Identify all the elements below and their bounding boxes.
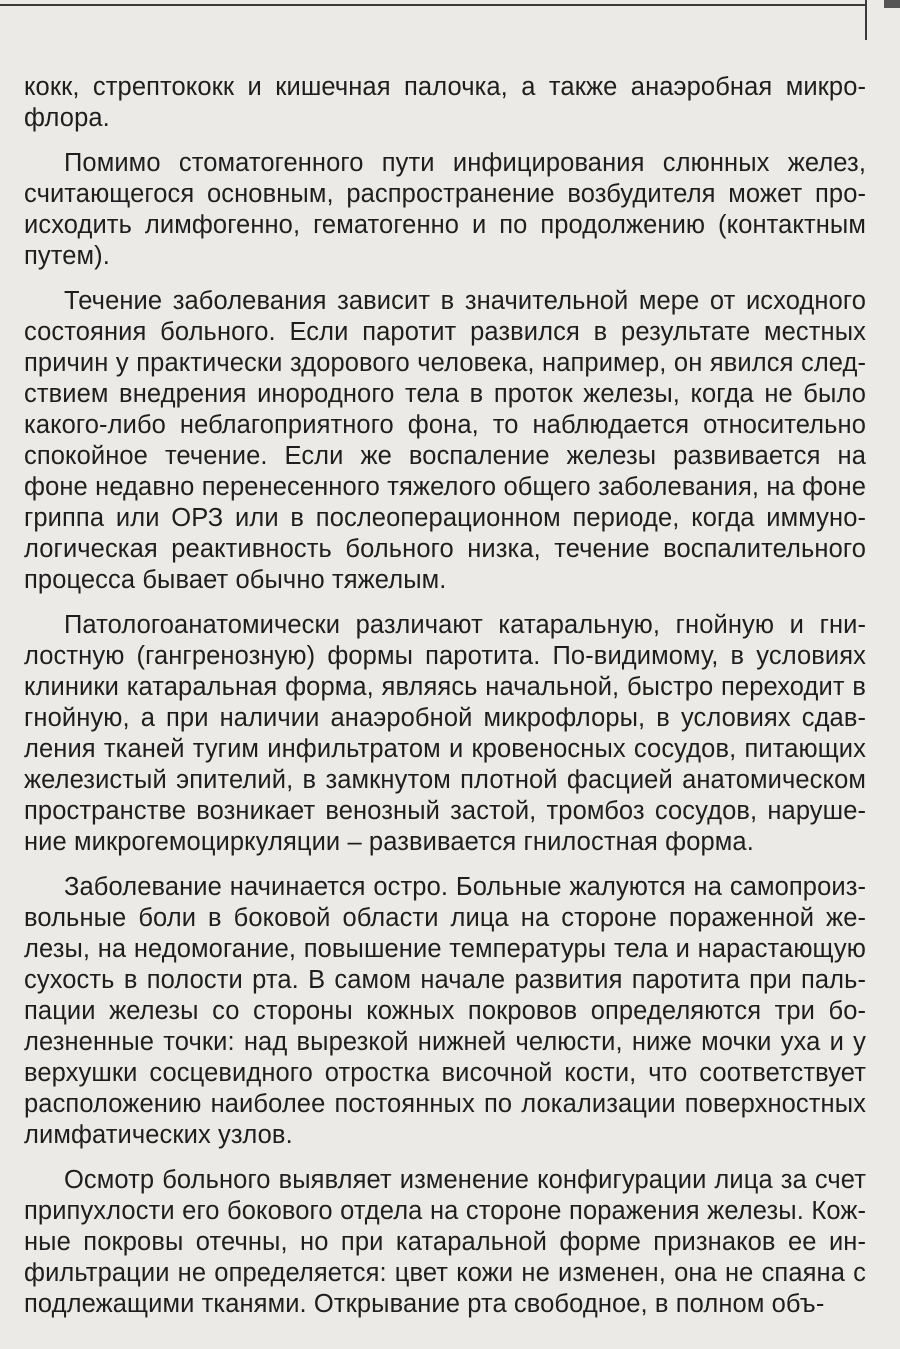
- paragraph-6: Осмотр больного выявляет изменение конфигурации лица за счет припухлости его бокового отдела на стороне поражения железы. Кожные покровы отечны, но при катаральной форме признаков ее инфильтрации не определяется: цвет кожи не изменен, она не спаяна с подлежащими тканями. Открывание рта свободное, в полном объ-: [24, 1166, 866, 1318]
- paragraph-5: Заболевание начинается остро. Больные жалуются на самопроизвольные боли в боковой области лица на стороне пораженной железы, на недомогание, повышение температуры тела и нарастающую сухость в полости рта. В самом начале развития паротита при пальпации железы со стороны кожных покровов определяются три болезненные точки: над вырезкой нижней челюсти, ниже мочки уха и у верхушки сосцевидного отростка височной кости, что соответствует расположению наиболее постоянных по локализации поверхностных лимфатических узлов.: [24, 873, 866, 1149]
- paragraph-1: кокк, стрептококк и кишечная палочка, а также анаэробная микрофлора.: [24, 73, 866, 132]
- paragraph-2: Помимо стоматогенного пути инфицирования слюнных желез, считающегося основным, распространение возбудителя может происходить лимфогенно, гематогенно и по продолжению (контактным путем).: [24, 149, 866, 270]
- paragraph-3: Течение заболевания зависит в значительной мере от исходного состояния больного. Если паротит развился в результате местных причин у практически здорового человека, например, он явился следствием внедрения инородного тела в проток железы, когда не было какого-либо неблагоприятного фона, то наблюдается относительно спокойное течение. Если же воспаление железы развивается на фоне недавно перенесенного тяжелого общего заболевания, на фоне гриппа или ОРЗ или в послеоперационном периоде, когда иммунологическая реактивность больного низка, течение воспалительного процесса бывает обычно тяжелым.: [24, 287, 866, 594]
- paragraph-4: Патологоанатомически различают катаральную, гнойную и гнилостную (гангренозную) формы паротита. По-видимому, в условиях клиники катаральная форма, являясь начальной, быстро переходит в гнойную, а при наличии анаэробной микрофлоры, в условиях сдавления тканей тугим инфильтратом и кровеносных сосудов, питающих железистый эпителий, в замкнутом плотной фасцией анатомическом пространстве возникает венозный застой, тромбоз сосудов, нарушение микрогемоциркуляции – развивается гнилостная форма.: [24, 611, 866, 856]
- header-corner-rule: [865, 0, 867, 40]
- header-rule: [0, 4, 866, 6]
- body-text: [24, 72, 866, 1334]
- page-corner-mark: [884, 0, 900, 8]
